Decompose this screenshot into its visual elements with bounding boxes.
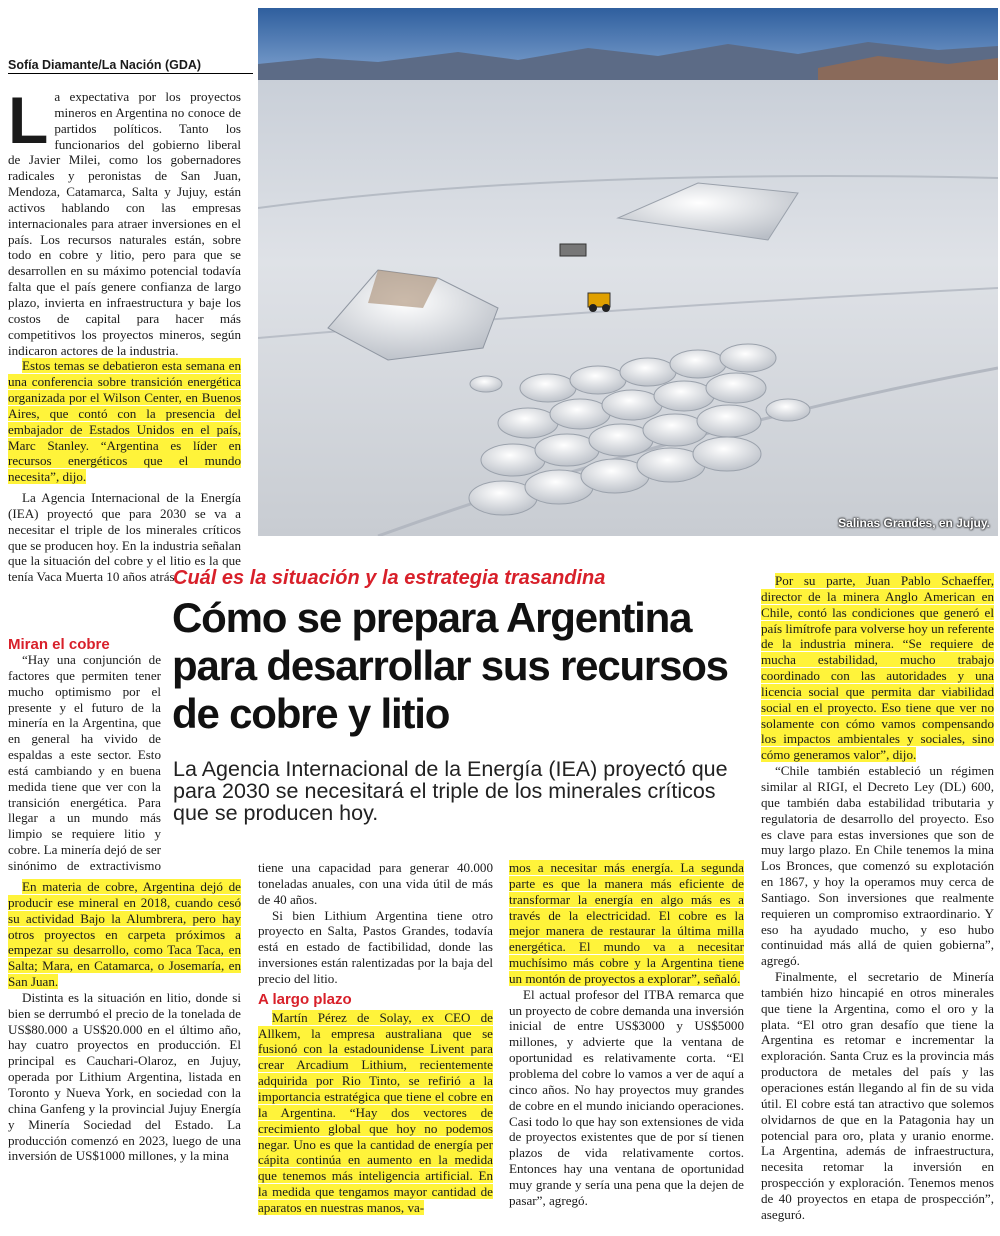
byline: Sofía Diamante/La Nación (GDA) bbox=[8, 58, 202, 72]
column-4 bbox=[761, 573, 994, 1223]
column-2 bbox=[258, 860, 493, 1216]
paragraph bbox=[509, 860, 744, 987]
paragraph: Distinta es la situación en litio, donde si bien se derrumbó el precio de la tonelada de US$80.000 a US$20.000 en el último año, hay cuatro proyectos en producción. El principal es Cauchari-Olaroz, en Jujuy, operada por Lithium Argentina, listada en Toronto y Nueva York, en sociedad con la china Ganfeng y la provincial Jujuy Energía y Minería Sociedad del Estado. La producción comenzó en 2023, luego de una inversión de US$1000 millones, y la mina bbox=[8, 989, 241, 1164]
paragraph: Finalmente, el secretario de Minería también hizo hincapié en otros minerales que tiene la Argentina, como el oro y la plata. “El otro gran desafío que tiene la Argentina es retomar e incrementar la exploración. Santa Cruz es la provincia más productora de metales del país y las operaciones están llegando al fin de su vida útil. El cobre está tan atractivo que solemos olvidarnos de que en la Patagonia hay un potencial para oro, plata y uranio enorme. La Argentina, además de infraestructura, necesita retomar la inversión en prospección y exploración. Tenemos menos de 40 proyectos en etapa de prospección”, aseguró. bbox=[761, 969, 994, 1222]
kicker: Cuál es la situación y la estrategia trasandina bbox=[173, 567, 606, 589]
page-edge-mark bbox=[985, 2, 995, 12]
subhead-miran-el-cobre: Miran el cobre bbox=[8, 636, 110, 653]
highlighted-text: Por su parte, Juan Pablo Schaeffer, director de la minera Anglo American en Chile, contó las condiciones que generó el país limítrofe para volverse hoy un referente de la industria minera. “Se requiere de mucha estabilidad, mucho trabajo coordinado con las autoridades y una licencia social que permita dar viabilidad social en el proyecto. Eso tiene que ver no solamente con cómo vamos compensando los impactos ambientales y sociales, sino cómo generamos valor”, dijo. bbox=[761, 573, 994, 763]
column-3 bbox=[509, 860, 744, 1209]
paragraph bbox=[8, 358, 241, 485]
subhead-a-largo-plazo: A largo plazo bbox=[258, 990, 352, 1008]
paragraph bbox=[258, 1010, 493, 1216]
paragraph: La Agencia Internacional de la Energía (IEA) proyectó que para 2030 se va a necesitar el triple de los minerales críticos que se producen hoy. En la industria señalan que la situación del cobre y el litio es la que tenía Vaca Muerta 10 años atrás. bbox=[8, 490, 241, 585]
photo-caption: Salinas Grandes, en Jujuy. bbox=[838, 516, 990, 530]
paragraph: tiene una capacidad para generar 40.000 toneladas anuales, con una vida útil de más de 40 años. bbox=[258, 860, 493, 907]
highlighted-text: Estos temas se debatieron esta semana en una conferencia sobre transición energética organizada por el Wilson Center, en Buenos Aires, que contó con la presencia del embajador de Estados Unidos en el país, Marc Stanley. “Argentina es líder en recursos energéticos que el mundo necesita”, dijo. bbox=[8, 358, 241, 485]
paragraph bbox=[8, 879, 241, 990]
highlighted-text: Martín Pérez de Solay, ex CEO de Allkem, la empresa australiana que se fusionó con la estadounidense Livent para crear Arcadium Lithium, recientemente adquirida por Rio Tinto, se refirió a la importancia estratégica que tiene el cobre en la Argentina. “Hay dos vectores de crecimiento global que hoy no podemos negar. Uno es que la cantidad de energía per cápita continúa en aumento en la medida que tenemos más inteligencia artificial. En la medida que tengamos mayor cantidad de aparatos en nuestras manos, va- bbox=[258, 1009, 493, 1215]
highlighted-text: mos a necesitar más energía. La segunda parte es que la manera más eficiente de transformar la energía en algo más es a través de la electricidad. El cobre es la mejor manera de restaurar la última milla energética. El mundo va a necesitar muchísimo más cobre y la Argentina tiene un montón de proyectos a explorar”, señaló. bbox=[509, 860, 744, 986]
highlighted-text: En materia de cobre, Argentina dejó de producir ese mineral en 2018, cuando cesó su actividad Bajo la Alumbrera, pero hay otros proyectos en carpeta próximos a empezar su desarrollo, como Taca Taca, en Salta; Mara, en Catamarca, o Josemaría, en San Juan. bbox=[8, 879, 241, 990]
paragraph: El actual profesor del ITBA remarca que un proyecto de cobre demanda una inversión inicial de entre US$3000 y US$5000 millones, y advierte que la ventana de oportunidad es relativamente corta. “El problema del cobre lo vamos a ver de aquí a cinco años. No hay proyectos muy grandes de cobre en el mundo iniciando operaciones. Casi todo lo que hay son extensiones de vida de proyectos existentes que de por sí tienen plazos de vida relativamente cortos. Entonces hay una ventana de oportunidad muy grande y sería una pena que la dejen de pasar”, agregó. bbox=[509, 986, 744, 1208]
column-1-top bbox=[8, 83, 241, 485]
lead-text: a expectativa por los proyectos mineros en Argentina no conoce de partidos políticos. Tanto los funcionarios del gobierno liberal de Javier Milei, como los gobernadores radicales y peronistas de San Juan, Mendoza, Catamarca, Salta y Jujuy, están activos hablando con las empresas internacionales para atraer inversiones en el país. Los recursos naturales están, sobre todo en cobre y litio, pero para que se desarrollen en su máximo potencial todavía falta que el país genere confianza de largo plazo, invierta en infraestructura y baje los costos de capital para hacer más competitivos los proyectos mineros, según indicaron actores de la industria. bbox=[8, 89, 241, 358]
headline: Cómo se prepara Argentina para desarrollar sus recursos de cobre y litio bbox=[172, 594, 728, 737]
paragraph: Si bien Lithium Argentina tiene otro proyecto en Salta, Pastos Grandes, todavía está en estado de factibilidad, donde las inversiones están ralentizadas por la baja del precio del litio. bbox=[258, 907, 493, 986]
column-1-bottom bbox=[8, 879, 241, 1164]
paragraph bbox=[761, 573, 994, 763]
photo-salinas-grandes bbox=[258, 8, 998, 536]
byline-rule bbox=[8, 73, 253, 74]
column-1-quote-narrow bbox=[8, 652, 161, 873]
lead-paragraph bbox=[8, 83, 241, 358]
salt-flat-photo bbox=[258, 8, 998, 536]
paragraph: “Chile también estableció un régimen similar al RIGI, el Decreto Ley (DL) 600, que también daba estabilidad tributaria y regulatoria de desarrollo del proyecto. Eso es clave para estas inversiones que son de muy largo plazo. En Chile tenemos la mina Los Bronces, que comenzó su explotación en 1867, y hoy la operamos muy cerca de Santiago. Son inversiones que realmente requieren un compromiso extraordinario. Y eso ha ayudado mucho, y eso hubo continuidad más allá de quien gobierna”, agregó. bbox=[761, 763, 994, 969]
deck: La Agencia Internacional de la Energía (IEA) proyectó que para 2030 se necesitará el triple de los minerales críticos que se producen hoy. bbox=[173, 757, 728, 825]
drop-cap: L bbox=[8, 83, 49, 157]
paragraph: “Hay una conjunción de factores que permiten tener mucho optimismo por el presente y el futuro de la minería en la Argentina, que en general ha vivido de espaldas a este sector. Esto está cambiando y en buena medida tiene que ver con la transición energética. Para llegar a un mundo más limpio se requiere litio y cobre. La minería dejó de ser sinónimo de extractivismo bbox=[8, 652, 161, 873]
